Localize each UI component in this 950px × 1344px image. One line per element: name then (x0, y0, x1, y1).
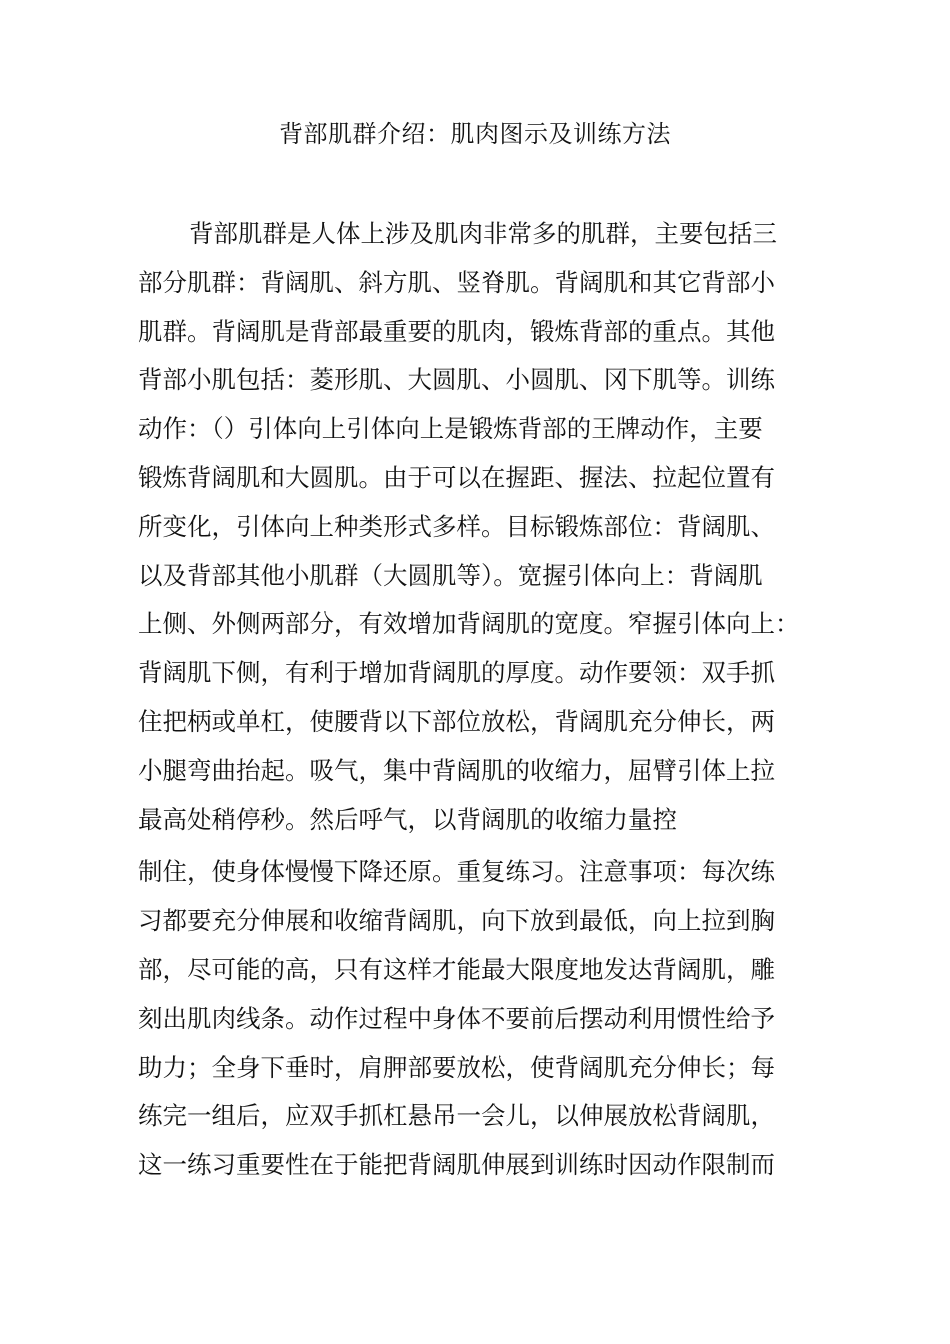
body-line: 部分肌群：背阔肌、斜方肌、竖脊肌。背阔肌和其它背部小 (138, 267, 775, 297)
body-line: 以及背部其他小肌群（大圆肌等）。宽握引体向上：背阔肌 (138, 560, 763, 590)
body-line: 住把柄或单杠，使腰背以下部位放松，背阔肌充分伸长，两 (138, 706, 775, 736)
body-line: 背部小肌包括：菱形肌、大圆肌、小圆肌、冈下肌等。训练 (138, 365, 775, 395)
body-line: 背阔肌下侧，有利于增加背阔肌的厚度。动作要领：双手抓 (138, 658, 775, 688)
body-line: 小腿弯曲抬起。吸气，集中背阔肌的收缩力，屈臂引体上拉 (138, 755, 775, 785)
body-line: 锻炼背阔肌和大圆肌。由于可以在握距、握法、拉起位置有 (138, 462, 775, 492)
body-line: 动作：（）引体向上引体向上是锻炼背部的王牌动作，主要 (138, 414, 763, 444)
body-line: 练完一组后，应双手抓杠悬吊一会儿，以伸展放松背阔肌， (138, 1101, 775, 1131)
body-line: 背部肌群是人体上涉及肌肉非常多的肌群，主要包括三 (189, 219, 777, 248)
body-line: 肌群。背阔肌是背部最重要的肌肉，锻炼背部的重点。其他 (138, 316, 775, 346)
document-body (138, 210, 838, 1190)
body-line: 这一练习重要性在于能把背阔肌伸展到训练时因动作限制而 (138, 1150, 775, 1180)
body-line: 部，尽可能的高，只有这样才能最大限度地发达背阔肌，雕 (138, 954, 775, 984)
body-line: 最高处稍停秒。然后呼气，以背阔肌的收缩力量控 (138, 804, 677, 834)
body-line: 所变化，引体向上种类形式多样。目标锻炼部位：背阔肌、 (138, 511, 775, 541)
body-line: 刻出肌肉线条。动作过程中身体不要前后摆动利用惯性给予 (138, 1003, 775, 1033)
body-line: 上侧、外侧两部分，有效增加背阔肌的宽度。窄握引体向上： (138, 609, 800, 639)
body-line: 制住，使身体慢慢下降还原。重复练习。注意事项：每次练 (138, 857, 775, 887)
body-line: 习都要充分伸展和收缩背阔肌，向下放到最低，向上拉到胸 (138, 906, 775, 936)
document-title: 背部肌群介绍：肌肉图示及训练方法 (279, 120, 671, 148)
body-line: 助力；全身下垂时，肩胛部要放松，使背阔肌充分伸长；每 (138, 1052, 775, 1082)
